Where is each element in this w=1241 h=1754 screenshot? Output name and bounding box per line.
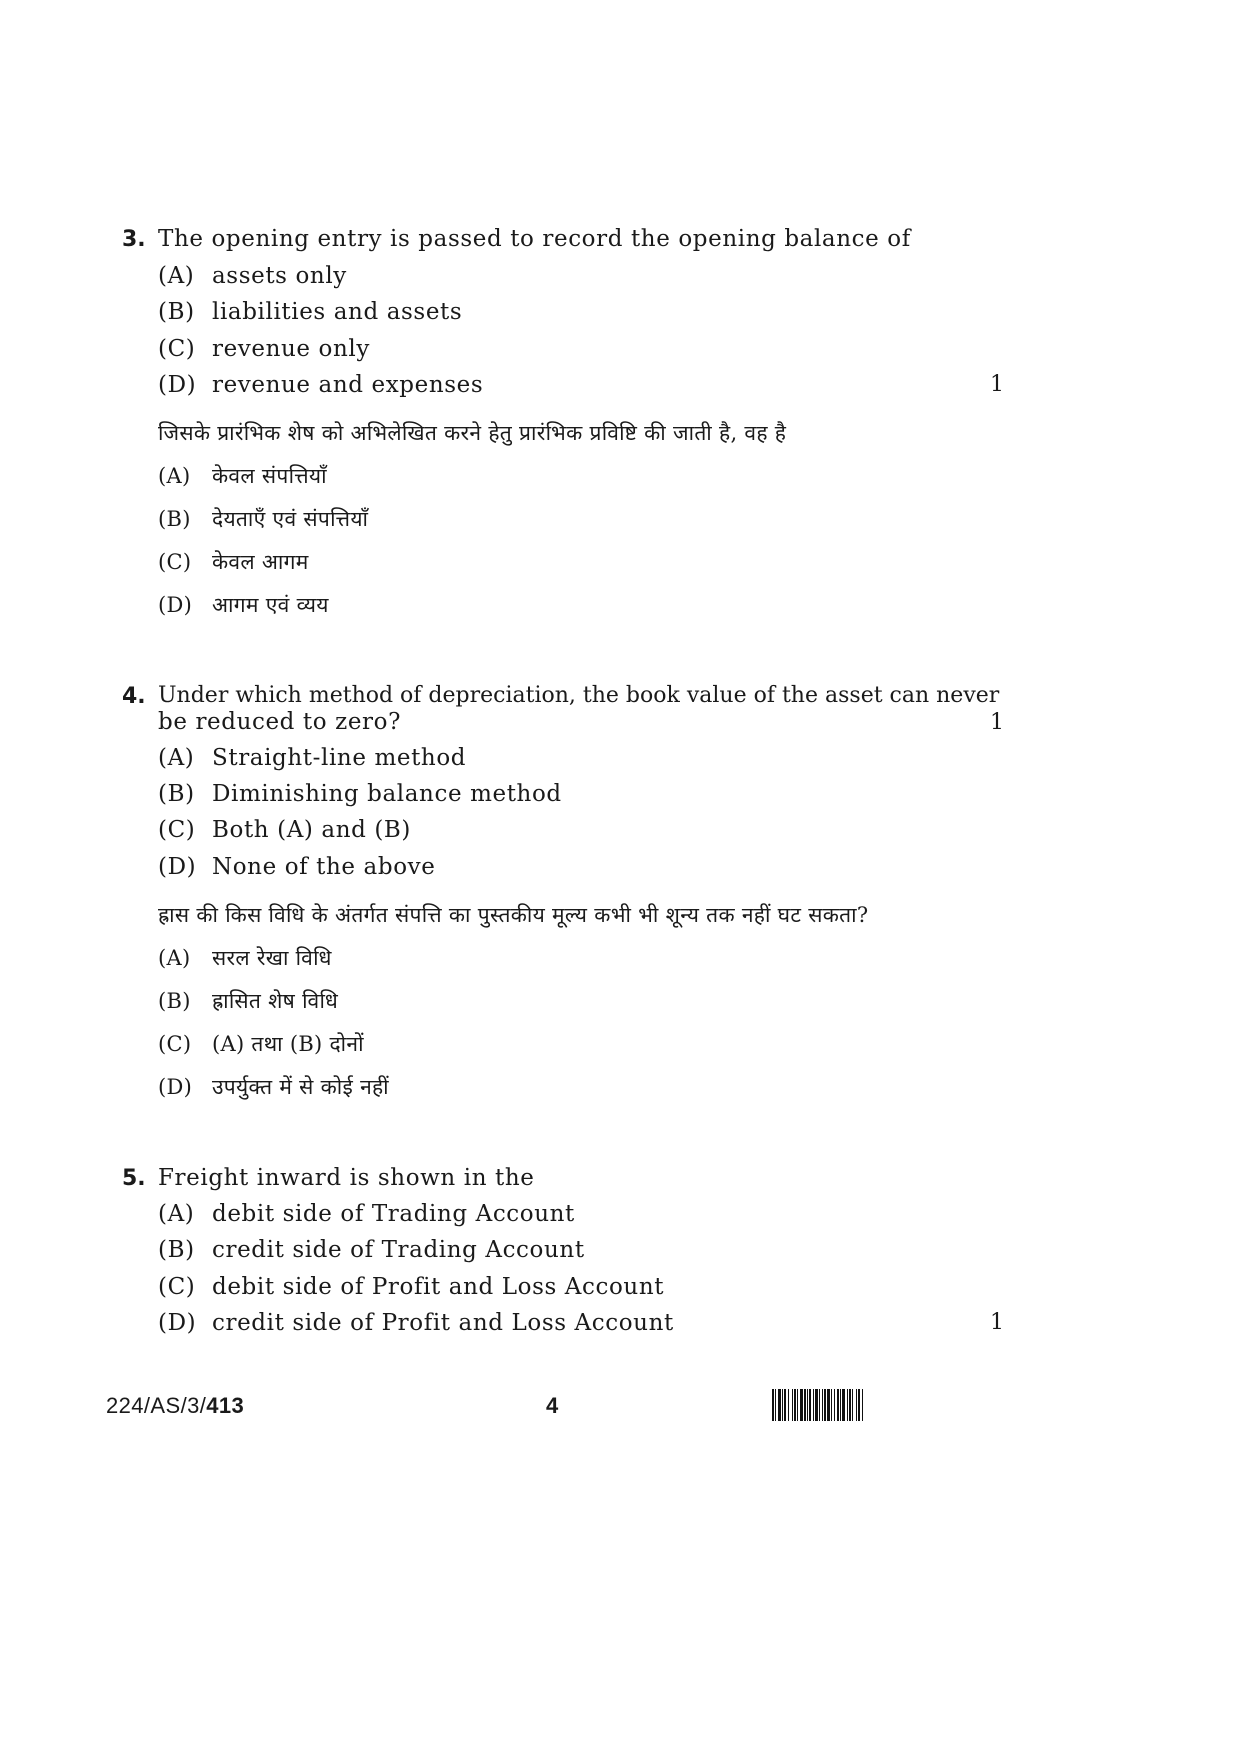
option	[158, 1201, 575, 1227]
option-letter: (B)	[158, 507, 191, 531]
option-letter: (B)	[158, 1237, 195, 1263]
option-text: सरल रेखा विधि	[212, 946, 332, 970]
option-text: Diminishing balance method	[212, 781, 562, 807]
option-text: debit side of Profit and Loss Account	[212, 1274, 665, 1300]
marks: 1	[990, 710, 1004, 735]
option-hindi	[158, 987, 338, 1015]
question-stem-hindi: जिसके प्रारंभिक शेष को अभिलेखित करने हेतु प्रारंभिक प्रविष्टि की जाती है, वह है	[158, 421, 787, 445]
option-letter: (A)	[158, 263, 195, 289]
question-number: 4.	[122, 684, 146, 709]
question-stem: be reduced to zero?	[158, 709, 402, 735]
option	[158, 372, 483, 398]
option-text: assets only	[212, 263, 347, 289]
option-letter: (C)	[158, 336, 196, 362]
option-text: ह्रासित शेष विधि	[212, 989, 339, 1013]
option-letter: (C)	[158, 1274, 196, 1300]
marks: 1	[990, 372, 1004, 397]
option	[158, 781, 562, 807]
option-letter: (A)	[158, 1201, 195, 1227]
option-hindi	[158, 1073, 389, 1101]
option	[158, 299, 462, 325]
question-stem: The opening entry is passed to record the opening balance of	[158, 226, 911, 252]
option-hindi	[158, 548, 309, 576]
question-stem-hindi: ह्रास की किस विधि के अंतर्गत संपत्ति का पुस्तकीय मूल्य कभी भी शून्य तक नहीं घट सकता?	[158, 903, 869, 927]
option-text: credit side of Trading Account	[212, 1237, 585, 1263]
option-letter: (B)	[158, 989, 191, 1013]
option	[158, 1237, 585, 1263]
barcode	[772, 1389, 1002, 1421]
marks: 1	[990, 1310, 1004, 1335]
barcode-bar	[863, 1389, 864, 1421]
option-letter: (D)	[158, 372, 197, 398]
question-stem: Under which method of depreciation, the book value of the asset can never	[158, 683, 1000, 708]
paper-code-number: 413	[206, 1393, 245, 1418]
option-hindi	[158, 505, 368, 533]
option-hindi	[158, 944, 332, 972]
option-text: उपर्युक्त में से कोई नहीं	[212, 1075, 389, 1099]
option-hindi	[158, 462, 327, 490]
question-number: 3.	[122, 227, 146, 252]
option-letter: (D)	[158, 1075, 193, 1099]
option-text: debit side of Trading Account	[212, 1201, 575, 1227]
option-hindi	[158, 1030, 364, 1058]
option	[158, 263, 347, 289]
option-letter: (C)	[158, 817, 196, 843]
page-number: 4	[546, 1393, 559, 1418]
option-text: liabilities and assets	[212, 299, 463, 325]
option-text: None of the above	[212, 854, 436, 880]
option-text: Both (A) and (B)	[212, 817, 411, 843]
option-letter: (D)	[158, 1310, 197, 1336]
option-text: Straight-line method	[212, 745, 467, 771]
option-text: credit side of Profit and Loss Account	[212, 1310, 674, 1336]
question-stem: Freight inward is shown in the	[158, 1165, 535, 1191]
option	[158, 854, 435, 880]
option	[158, 1310, 674, 1336]
paper-code-prefix: 224/AS/3/	[106, 1393, 207, 1418]
option-letter: (A)	[158, 946, 191, 970]
option	[158, 745, 466, 771]
option-letter: (D)	[158, 854, 197, 880]
option-letter: (C)	[158, 1032, 192, 1056]
option-text: देयताएँ एवं संपत्तियाँ	[212, 507, 369, 531]
option-text: केवल आगम	[212, 550, 309, 574]
option-text: केवल संपत्तियाँ	[212, 464, 327, 488]
option-letter: (B)	[158, 299, 195, 325]
option-text: (A) तथा (B) दोनों	[212, 1032, 364, 1056]
option-letter: (A)	[158, 464, 191, 488]
option-text: revenue and expenses	[212, 372, 484, 398]
question-number: 5.	[122, 1166, 146, 1191]
paper-code	[106, 1393, 244, 1419]
option	[158, 336, 370, 362]
option	[158, 817, 411, 843]
option-hindi	[158, 591, 329, 619]
option-letter: (D)	[158, 593, 193, 617]
option-letter: (A)	[158, 745, 195, 771]
option-text: revenue only	[212, 336, 370, 362]
option-text: आगम एवं व्यय	[212, 593, 329, 617]
option	[158, 1274, 664, 1300]
option-letter: (B)	[158, 781, 195, 807]
option-letter: (C)	[158, 550, 192, 574]
